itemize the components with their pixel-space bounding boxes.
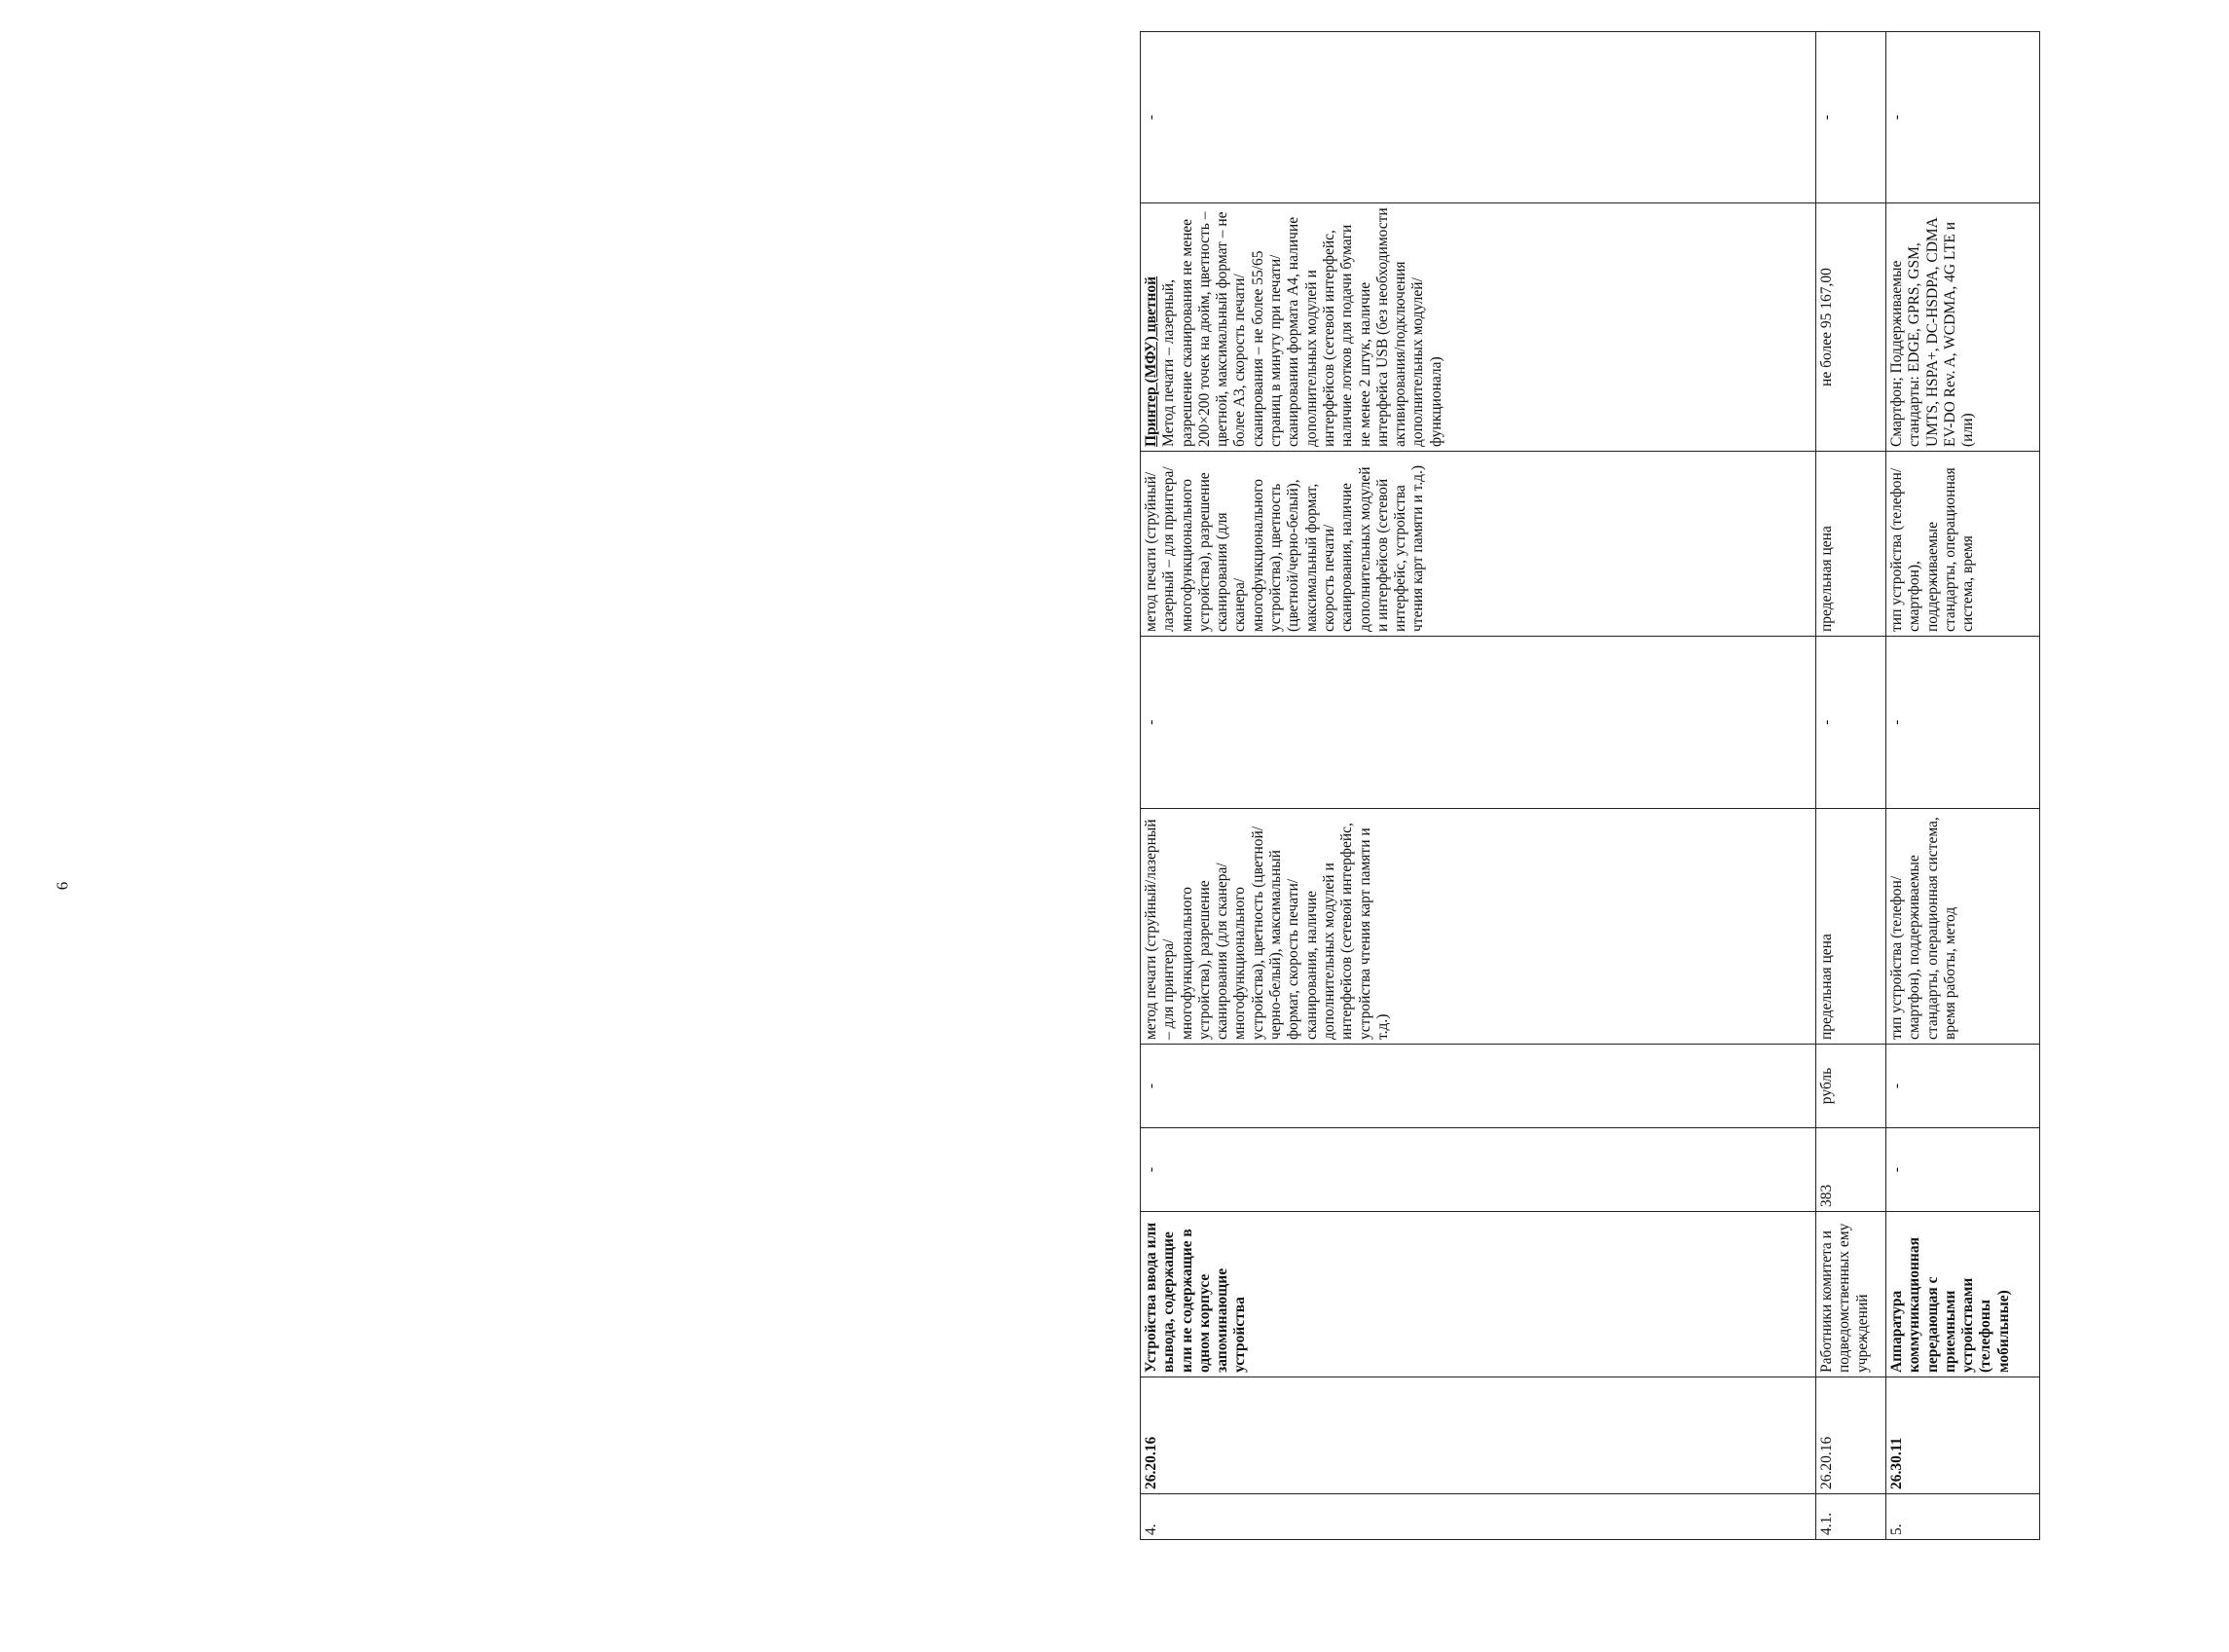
row-number: 4. — [1141, 1494, 1816, 1540]
value-cell — [1141, 203, 1816, 452]
value-text: Смартфон; Поддерживаемые стандарты: EDGE, GPRS, GSM, UMTS, HSPA+, DC-HSDPA, CDMA EV-DO Rev. A, WCDMA, 4G LTE и (или) — [1888, 217, 1977, 447]
item-name: Аппаратура коммуникационная передающая с приемными устройствами (телефоны мобильные) — [1886, 1212, 2040, 1377]
approved-value: - — [1141, 637, 1816, 809]
value-text: не более 95 167,00 — [1818, 268, 1835, 386]
approved-value: - — [1886, 637, 2040, 809]
okei-code: - — [1886, 1128, 2040, 1212]
value-cell — [1886, 203, 2040, 452]
row-number: 5. — [1886, 1494, 2040, 1540]
characteristic: тип устройства (телефон/смартфон), поддерживаемые стандарты, операционная система, время работы, метод — [1886, 809, 2040, 1045]
characteristic: предельная цена — [1816, 809, 1886, 1045]
approved-value: - — [1816, 637, 1886, 809]
page-number: 6 — [53, 881, 72, 891]
characteristic-2: метод печати (струйный/лазерный – для принтера/ многофункционального устройства), разрешение сканирования (для сканера/многофункционального устройства), цветность (цветной/черно-белый), максимальный формат, скорость печати/ сканирования, наличие дополнительных модулей и интерфейсов (сетевой интерфейс, устройства чтения карт памяти и т.д.) — [1141, 452, 1816, 637]
unit-name: - — [1886, 1045, 2040, 1128]
value-title: Принтер (МФУ) цветной — [1143, 275, 1159, 447]
rotated-table-wrapper — [1140, 32, 2229, 1540]
value-cell — [1816, 203, 1886, 452]
characteristic: метод печати (струйный/лазерный – для принтера/многофункционального устройства), разрешение сканирования (для сканера/многофункционального устройства), цветность (цветной/черно-белый), максимальный формат, скорость печати/ сканирования, наличие дополнительных модулей и интерфейсов (сетевой интерфейс, устройства чтения карт памяти и т.д.) — [1141, 809, 1816, 1045]
unit-name: - — [1141, 1045, 1816, 1128]
characteristic-2: предельная цена — [1816, 452, 1886, 637]
table-row — [1141, 32, 1816, 1540]
okpd-code: 26.20.16 — [1816, 1377, 1886, 1494]
item-name: Работники комитета и подведомственных ему учреждений — [1816, 1212, 1886, 1377]
okei-code: 383 — [1816, 1128, 1886, 1212]
justification: - — [1816, 32, 1886, 203]
okpd-code: 26.20.16 — [1141, 1377, 1816, 1494]
item-name: Устройства ввода или вывода, содержащие или не содержащие в одном корпусе запоминающие устройства — [1141, 1212, 1816, 1377]
requirements-table — [1140, 31, 2040, 1540]
characteristic-2: тип устройства (телефон/смартфон), поддерживаемые стандарты, операционная система, время — [1886, 452, 2040, 637]
row-number: 4.1. — [1816, 1494, 1886, 1540]
table-row — [1886, 32, 2040, 1540]
justification: - — [1141, 32, 1816, 203]
unit-name: рубль — [1816, 1045, 1886, 1128]
value-text: Метод печати – лазерный, разрешение сканирования не менее 200×200 точек на дюйм, цветность –цветной, максимальный формат – не более А3, скорость печати/сканирования – не более 55/65 страниц в минуту при печати/сканировании формата А4, наличие дополнительных модулей и интерфейсов (сетевой интерфейс, наличие лотков для подачи бумаги не менее 2 штук, наличие интерфейса USB (без необходимости активирования/подключения дополнительных модулей/функционала) — [1160, 207, 1444, 447]
okei-code: - — [1141, 1128, 1816, 1212]
table-row — [1816, 32, 1886, 1540]
justification: - — [1886, 32, 2040, 203]
okpd-code: 26.30.11 — [1886, 1377, 2040, 1494]
